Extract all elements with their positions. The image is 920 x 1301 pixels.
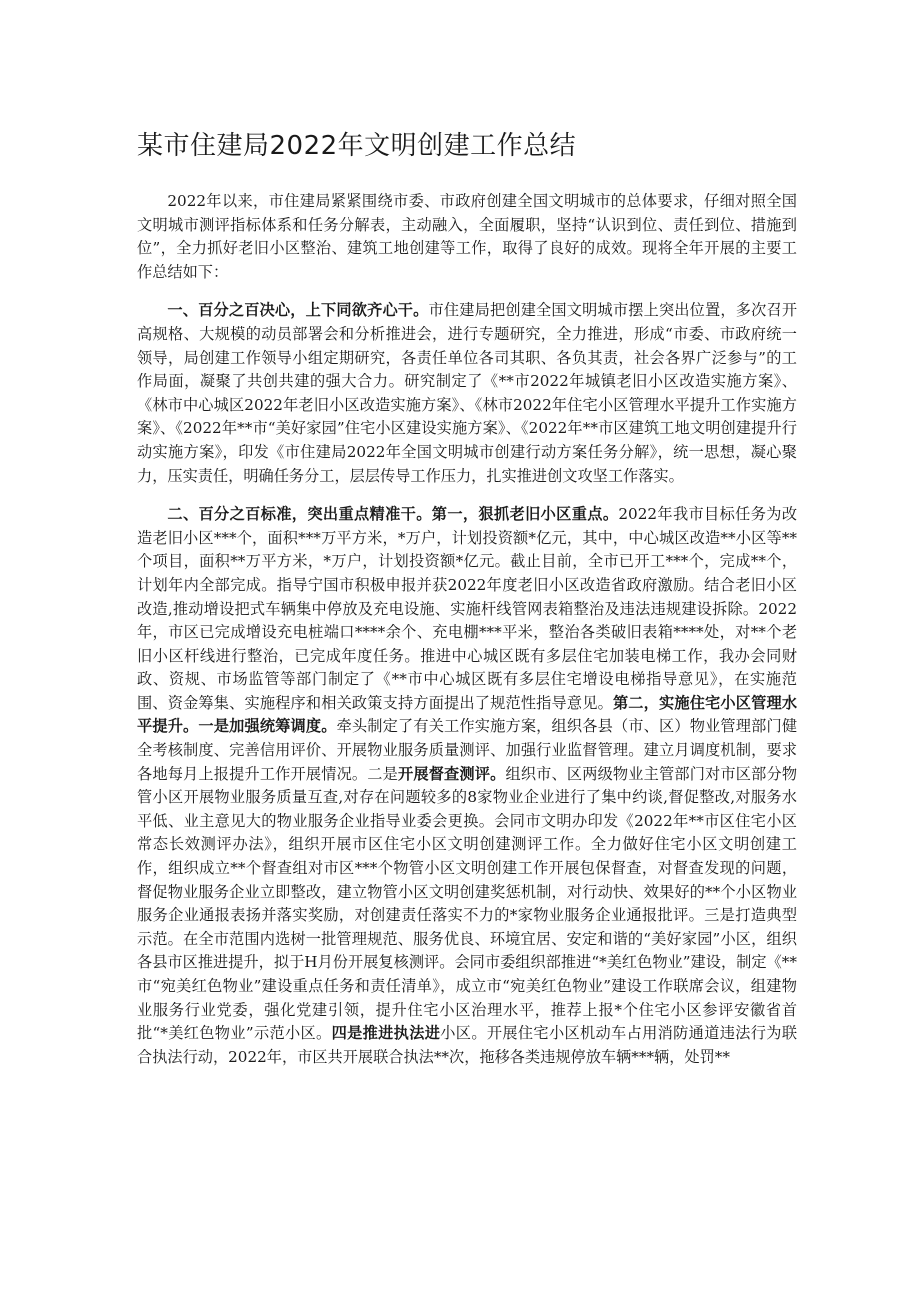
section-heading: 一、百分之百决心，上下同欲齐心干。 — [167, 301, 429, 320]
section-heading: 二、百分之百标准，突出重点精准干。第一，狠抓老旧小区重点。 — [167, 505, 619, 524]
paragraph-text: 小区。开展住宅小区机动车占用消防通道违法行为联合执法行动，2022年，市区共开展联合执法**次，拖移各类违规停放车辆***辆，处罚** — [137, 1024, 798, 1066]
intro-paragraph — [137, 190, 797, 284]
paragraph-text: 牵头制定了有关工作实施方案，组织各县（市、区）物业管理部门健全考核制度、完善信用评价、开展物业服务质量测评、加强行业监督管理。建立月调度机制，要求各地每月上报提升工作开展情况。二是 — [137, 717, 798, 783]
section-one-paragraph — [137, 299, 797, 488]
paragraph-text: 组织市、区两级物业主管部门对市区部分物管小区开展物业服务质量互查,对存在问题较多的8家物业企业进行了集中约谈,督促整改,对服务水平低、业主意见大的物业服务企业指导业委会更换。会同市文明办印发《2022年**市区住宅小区常态长效测评办法》，组织开展市区住宅小区文明创建测评工作。全力做好住宅小区文明创建工作，组织成立**个督查组对市区***个物管小区文明创建工作开展包保督查，对督查发现的问题，督促物业服务企业立即整改，建立物管小区文明创建奖惩机制，对行动快、效果好的**个小区物业服务企业通报表扬并落实奖励，对创建责任落实不力的*家物业服务企业通报批评。三是打造典型示范。在全市范围内选树一批管理规范、服务优良、环境宜居、安定和谐的“美好家园”小区，组织各县市区推进提升，拟于H月份开展复核测评。会同市委组织部推进“*美红色物业”建设，制定《**市“宛美红色物业”建设重点任务和责任清单》，成立市“宛美红色物业”建设工作联席会议，组建物业服务行业党委，强化党建引领，提升住宅小区治理水平，推荐上报*个住宅小区参评安徽省首批“*美红色物业”示范小区。 — [137, 764, 798, 1043]
subsection-heading: 第二，实施住宅小区管理水平提升。一是加强统筹调度。 — [137, 693, 798, 736]
section-two-paragraph — [137, 503, 797, 1069]
document-body — [137, 128, 797, 1084]
subsection-heading: 四是推进执法进 — [331, 1024, 441, 1043]
subsection-heading: 开展督查测评。 — [398, 764, 506, 783]
paragraph-text: 2022年我市目标任务为改造老旧小区***个，面积***万平方米，*万户，计划投资额*亿元，其中，中心城区改造**小区等**个项目，面积**万平方米，*万户，计划投资额*亿元。截止目前，全市已开工***个，完成**个，计划年内全部完成。指导宁国市积极申报并获2022年度老旧小区改造省政府激励。结合老旧小区改造,推动增设把式车辆集中停放及充电设施、实施杆线管网表箱整治及违法违规建设拆除。2022年，市区已完成增设充电桩端口****余个、充电棚***平米，整治各类破旧表箱****处，对**个老旧小区杆线进行整治，已完成年度任务。推进中心城区既有多层住宅加装电梯工作，我办会同财政、资规、市场监管等部门制定了《**市中心城区既有多层住宅增设电梯指导意见》，在实施范围、资金筹集、实施程序和相关政策支持方面提出了规范性指导意见。 — [137, 505, 798, 712]
document-title: 某市住建局2022年文明创建工作总结 — [137, 131, 577, 161]
paragraph-text: 市住建局把创建全国文明城市摆上突出位置，多次召开高规格、大规模的动员部署会和分析推进会，进行专题研究，全力推进，形成“市委、市政府统一领导，局创建工作领导小组定期研究，各责任单位各司其职、各负其责，社会各界广泛参与”的工作局面，凝聚了共创共建的强大合力。研究制定了《**市2022年城镇老旧小区改造实施方案》、《林市中心城区2022年老旧小区改造实施方案》、《林市2022年住宅小区管理水平提升工作实施方案》、《2022年**市“美好家园”住宅小区建设实施方案》、《2022年**市区建筑工地文明创建提升行动实施方案》，印发《市住建局2022年全国文明城市创建行动方案任务分解》，统一思想，凝心聚力，压实责任，明确任务分工，层层传导工作压力，扎实推进创文攻坚工作落实。 — [137, 301, 798, 485]
paragraph-text: 2022年以来，市住建局紧紧围绕市委、市政府创建全国文明城市的总体要求，仔细对照全国文明城市测评指标体系和任务分解表，主动融入，全面履职，坚持“认识到位、责任到位、措施到位”，全力抓好老旧小区整治、建筑工地创建等工作，取得了良好的成效。现将全年开展的主要工作总结如下： — [137, 192, 797, 281]
